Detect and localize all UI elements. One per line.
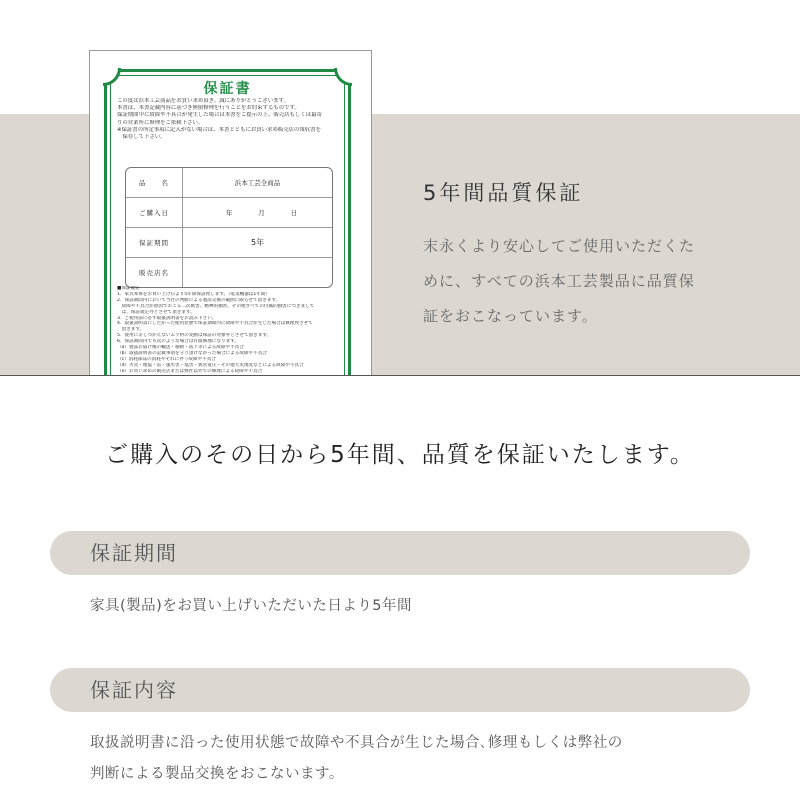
page-headline: ご購入のその日から5年間、品質を保証いたします。 xyxy=(105,442,695,468)
rule-line: （d）火災・地震・雷・風水害・塩害・異常電圧・その他天災地変などによる故障や不具合 xyxy=(117,362,304,368)
intro-line: ※保証書の所定事項に記入がない場合は、本書とともにお買い求め販売店の領収書を xyxy=(117,126,321,133)
rule-line: 3．ご使用前に必ず取扱説明書をお読み下さい。 xyxy=(117,315,217,321)
year-label: 年 xyxy=(225,209,233,217)
table-row xyxy=(126,168,332,198)
warranty-rules xyxy=(117,286,338,375)
product-label: 品 名 xyxy=(126,168,183,197)
section-text-line: 判断による製品交換をおこないます。 xyxy=(90,766,344,782)
intro-line: 保存して下さい。 xyxy=(117,134,166,141)
rule-line: ■保証規定 xyxy=(117,286,140,291)
section-text-content xyxy=(90,728,623,790)
rule-line: 1．家具本体をお買い上げ日より5年間保証致します。（電気機器は1年間） xyxy=(117,291,271,297)
intro-line: 本書は、本書記載内容に基づき無償修理を行うことをお約束するものです。 xyxy=(117,105,300,112)
certificate-intro xyxy=(117,98,338,141)
rule-line: 4．取扱説明書にしたがった使用状態で保証期間内に故障や不具合が生じた場合は修理致させて xyxy=(117,321,313,327)
section-text-line: 家具(製品)をお買い上げいただいた日より5年間 xyxy=(90,598,413,614)
certificate-table xyxy=(125,167,333,288)
band-description-line: 末永くより安心してご使用いただくた xyxy=(423,237,696,255)
store-label: 販売店名 xyxy=(126,258,183,287)
rule-line: （a）製品お届け後の輸送・移動・落下等による故障や不具合 xyxy=(117,345,244,351)
rule-line: 6．保証期間内でも次のような場合は有償修理になります。 xyxy=(117,339,239,345)
intro-line: りの営業所に修理をご依頼下さい。 xyxy=(117,119,204,126)
certificate-title: 保証書 xyxy=(203,81,252,97)
rule-line: 故障や不具合が原因でおこる二次被害、精神的損害、その他すべての付属的損害につきまして xyxy=(117,303,315,309)
section-text-period xyxy=(90,594,412,615)
section-heading-period: 保証期間 xyxy=(50,531,750,575)
rule-line: （b）取扱説明書の記載事項を守り頂けなかった場合による故障や不具合 xyxy=(117,350,267,356)
table-row xyxy=(126,258,332,287)
certificate-frame xyxy=(104,69,351,375)
rule-line: 5．使用に差しつかえないムラ材の変動は保証の対象外とさせて頂きます。 xyxy=(117,333,272,339)
period-value: 5年 xyxy=(251,238,265,247)
warranty-certificate-image xyxy=(89,50,372,375)
purchase-date-value xyxy=(183,198,332,227)
intro-line: この度は浜本工芸商品をお買い求め頂き、誠にありがとうございます。 xyxy=(117,98,289,104)
band-description-line: 証をおこなっています。 xyxy=(423,307,598,325)
section-text-line: 取扱説明書に沿った使用状態で故障や不具合が生じた場合､修理もしくは弊社の xyxy=(90,735,623,751)
rule-line: （c）消耗部品の消耗やそれに伴う故障や不具合 xyxy=(117,356,216,362)
rule-line: 頂きます。 xyxy=(117,327,145,333)
table-row xyxy=(126,228,332,258)
period-label: 保証期間 xyxy=(126,228,183,257)
band-description-line: めに、すべての浜本工芸製品に品質保 xyxy=(423,272,695,290)
rule-line: 2．保証期間内において当社の判断による製品交換の範囲に限らせて頂きます。 xyxy=(117,297,281,303)
rule-line: は、保証規定外とさせて頂きます。 xyxy=(117,309,195,315)
intro-line: 保証期間中に故障や不具合が発生した場合は本書をご提示の上、販売店もしくは最寄 xyxy=(117,112,322,119)
band-description xyxy=(423,229,723,334)
store-value xyxy=(183,258,332,287)
band-title: 5年間品質保証 xyxy=(423,181,584,205)
table-row xyxy=(126,198,332,228)
rule-line: （e）お買い求めの販売店または弊社以外での修理による故障や不具合 xyxy=(117,368,263,374)
product-value: 浜本工芸全商品 xyxy=(234,179,281,187)
section-heading-content: 保証内容 xyxy=(50,668,750,712)
day-label: 日 xyxy=(290,209,298,217)
purchase-date-label: ご購入日 xyxy=(126,198,183,227)
month-label: 月 xyxy=(258,209,265,217)
